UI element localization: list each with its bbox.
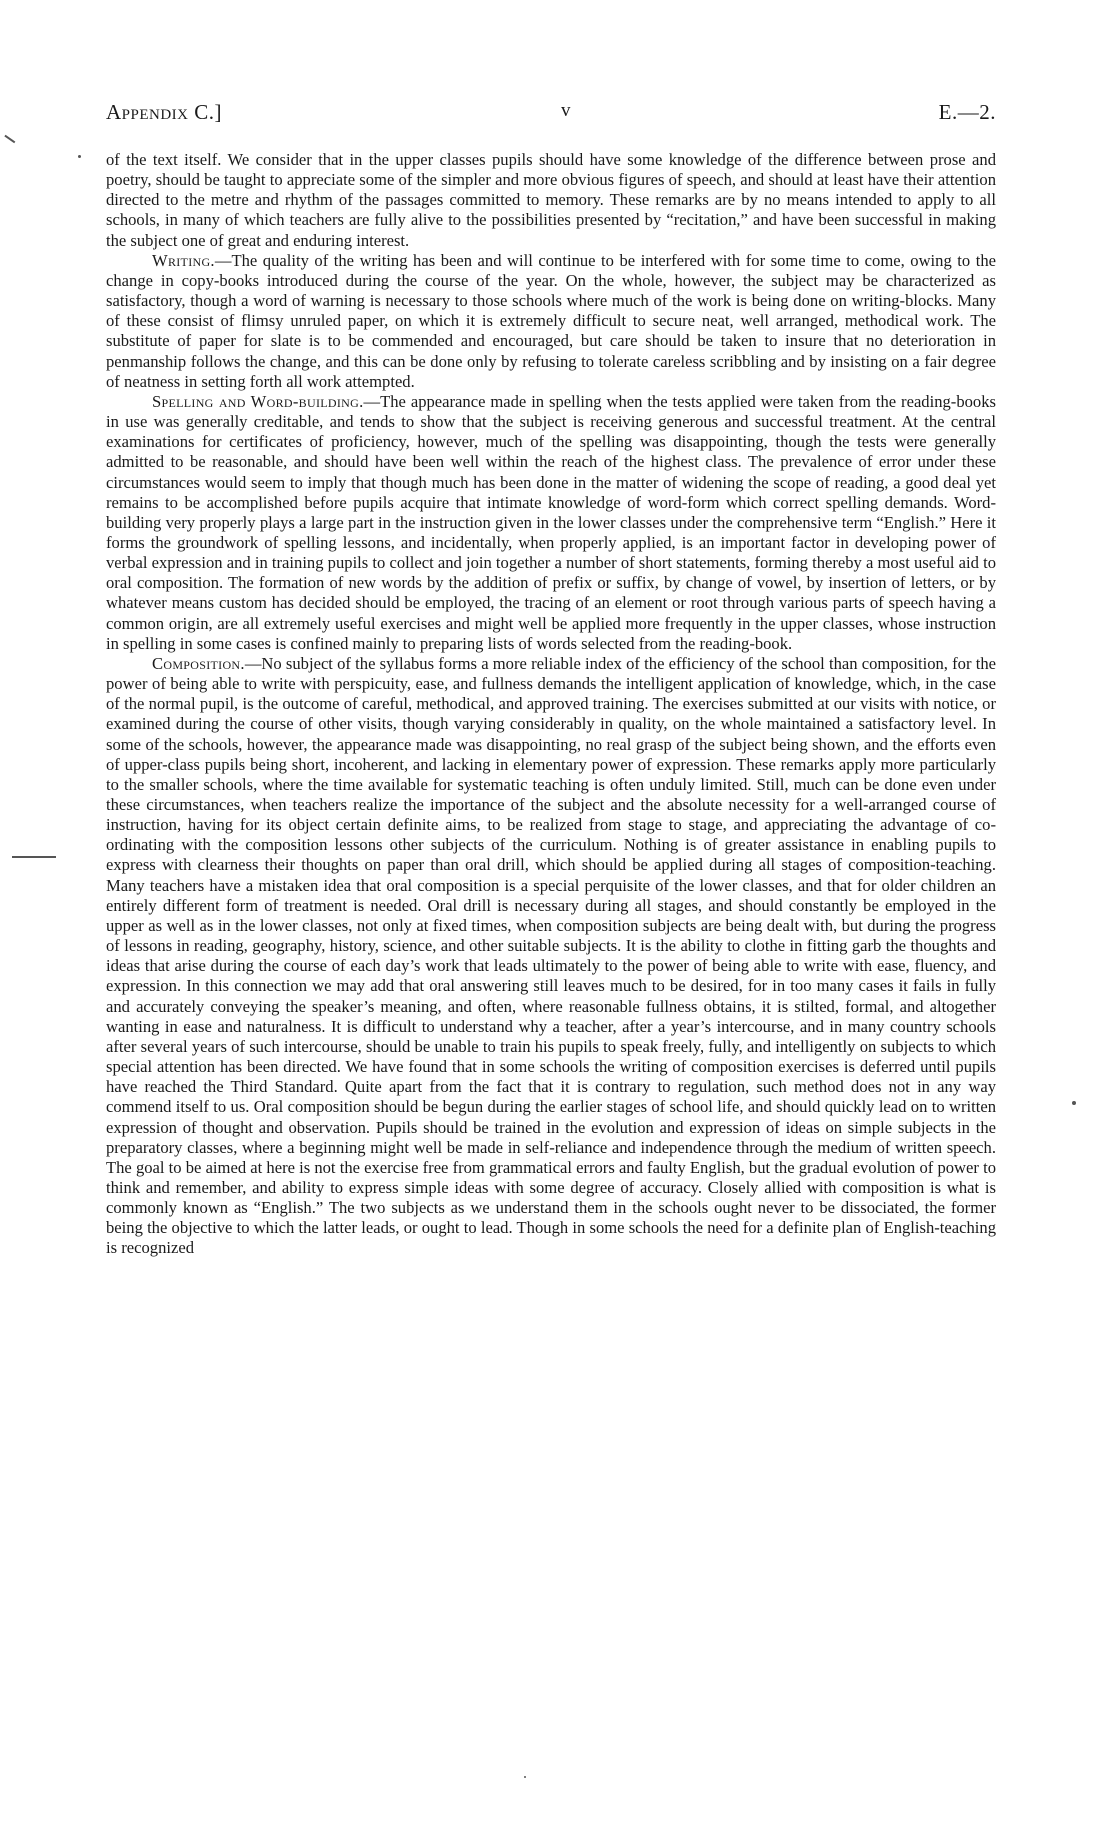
margin-dash-left [12, 856, 56, 858]
bullet-dot-right [1072, 1101, 1076, 1105]
paragraph-text: —No subject of the syllabus forms a more reliable index of the efficiency of the school than composition, for the power of being able to write with perspicuity, ease, and fullness demands the intelligent application of knowledge, which, in the case of the normal pupil, is the outcome of careful, methodical, and approved training. The exercises submitted at our visits with notice, or examined during the course of other visits, though varying considerably in quality, on the whole maintained a satisfactory level. In some of the schools, however, the appearance made was disappointing, no real grasp of the subject being shown, and the efforts even of upper-class pupils being short, incoherent, and lacking in elementary power of expression. These remarks apply more particularly to the smaller schools, where the time available for systematic teaching is often unduly limited. Still, much can be done even under these circumstances, when teachers realize the importance of the subject and the absolute necessity for a well-arranged course of instruction, having for its object certain definite aims, to be realized from stage to stage, and appreciating the advantage of co-ordinating with the composition lessons other subjects of the curriculum. Nothing is of greater assistance in enabling pupils to express with clearness their thoughts on paper than oral drill, which should be applied during all stages of composition-teaching. Many teachers have a mistaken idea that oral composition is a special perquisite of the lower classes, and that for older children an entirely different form of treatment is needed. Oral drill is necessary during all stages, and should constantly be employed in the upper as well as in the lower classes, not only at fixed times, when composition subjects are being dealt with, but during the progress of lessons in reading, geography, history, science, and other suitable subjects. It is the ability to clothe in fitting garb the thoughts and ideas that arise during the course of each day’s work that leads ultimately to the power of being able to write with ease, fluency, and expression. In this connection we may add that oral answering still leaves much to be desired, for in too many cases it fails in fully and accurately conveying the speaker’s meaning, and often, where reasonable fullness obtains, it is stilted, formal, and altogether wanting in ease and naturalness. It is difficult to understand why a teacher, after a year’s intercourse, and in many country schools after several years of such intercourse, should be unable to train his pupils to speak freely, fully, and intelligently on subjects to which special attention has been directed. We have found that in some schools the writing of composition exercises is deferred until pupils have reached the Third Standard. Quite apart from the fact that it is contrary to regulation, such method does not in any way commend itself to us. Oral composition should be begun during the earlier stages of school life, and should quickly lead on to written expression of thought and observation. Pupils should be trained in the evolution and expression of ideas on simple subjects in the preparatory classes, where a beginning might well be made in self-reliance and independence through the medium of written speech. The goal to be aimed at here is not the exercise free from grammatical errors and faulty English, but the gradual evolution of power to think and remember, and ability to express simple ideas with some degree of accuracy. Closely allied with composition is what is commonly known as “English.” The two subjects as we understand them in the schools ought never to be dissociated, the former being the objective to which the latter leads, or ought to lead. Though in some schools the need for a definite plan of English-teaching is recognized [106, 653, 996, 1258]
paragraph-text: of the text itself. We consider that in the upper classes pupils should have some knowledge of the difference between prose and poetry, should be taught to appreciate some of the simpler and more obvious figures of speech, and should at least have their attention directed to the metre and rhythm of the passages committed to memory. These remarks are by no means intended to apply to all schools, in many of which teachers are fully alive to the possibilities presented by “recitation,” and have been successful in making the subject one of great and enduring interest. [106, 150, 996, 250]
header-page-number: v [561, 100, 571, 121]
header-document-code: E.—2. [938, 100, 996, 124]
section-heading-composition: Composition. [152, 653, 245, 673]
margin-tick-top-left [5, 135, 16, 143]
section-heading-spelling: Spelling and Word-building. [152, 391, 364, 411]
section-heading-writing: Writing. [152, 250, 215, 270]
paragraph-text: —The appearance made in spelling when the tests applied were taken from the reading-books in use was generally creditable, and tends to show that the subject is receiving generous and successful treatment. At the central examinations for certificates of proficiency, however, much of the spelling was disappointing, though the tests were generally admitted to be reasonable, and should have been well within the reach of the highest class. The prevalence of error under these circumstances would seem to imply that though much has been done in the matter of widening the scope of reading, a good deal yet remains to be accomplished before pupils acquire that intimate knowledge of word-form which correct spelling demands. Word-building very properly plays a large part in the instruction given in the lower classes under the comprehensive term “English.” Here it forms the groundwork of spelling lessons, and incidentally, when properly applied, is an important factor in developing power of verbal expression and in training pupils to collect and join together a number of short statements, forming thereby a most useful aid to oral composition. The formation of new words by the addition of prefix or suffix, by change of vowel, by insertion of letters, or by whatever means custom has decided should be employed, the tracing of an element or root through various parts of speech having a common origin, are all extremely useful exercises and might well be applied more frequently in the upper classes, whose instruction in spelling in some cases is confined mainly to preparing lists of words selected from the reading-book. [106, 391, 996, 653]
header-appendix: Appendix C.] [106, 100, 223, 124]
paragraph-text: —The quality of the writing has been and will continue to be interfered with for some time to come, owing to the change in copy-books introduced during the course of the year. On the whole, however, the subject may be characterized as satisfactory, though a word of warning is necessary to those schools where much of the work is being done on writing-blocks. Many of these consist of flimsy unruled paper, on which it is extremely difficult to secure neat, well arranged, methodical work. The substitute of paper for slate is to be commended and encouraged, but care should be taken to insure that no deterioration in penmanship follows the change, and this can be done only by refusing to tolerate careless scribbling and by insisting on a fair degree of neatness in setting forth all work attempted. [106, 250, 996, 391]
body-text [106, 150, 996, 1259]
scan-speck-bottom [524, 1776, 526, 1778]
paragraph-recitation [106, 150, 996, 251]
bullet-dot-top [78, 155, 81, 158]
page-header [106, 100, 996, 130]
paragraph-writing [106, 251, 996, 392]
paragraph-composition [106, 654, 996, 1259]
paragraph-spelling [106, 392, 996, 654]
